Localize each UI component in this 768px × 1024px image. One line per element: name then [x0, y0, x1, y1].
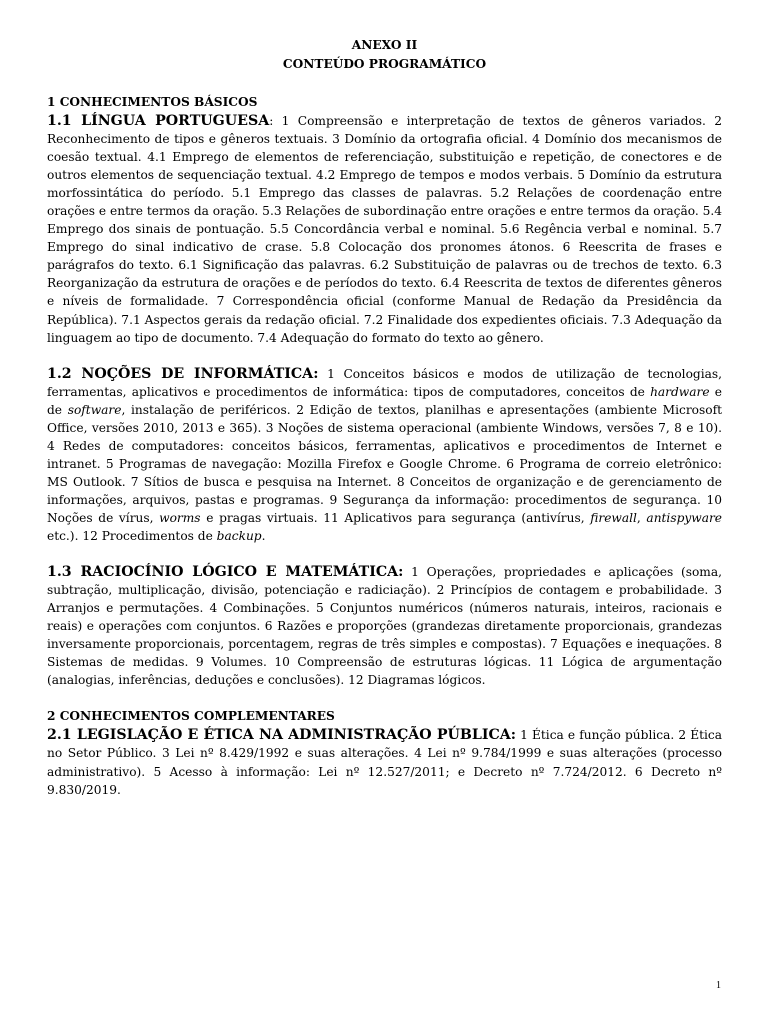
- section-1-1-text: : 1 Compreensão e interpretação de textos de gêneros variados. 2 Reconhecimento de tipos e gêneros textuais. 3 Domínio da ortografia oficial. 4 Domínio dos mecanismos de coesão textual. 4.1 Emprego de elementos de referenciação, substituição e repetição, de conectores e de outros elementos de sequenciação textual. 4.2 Emprego de tempos e modos verbais. 5 Domínio da estrutura morfossintática do período. 5.1 Emprego das classes de palavras. 5.2 Relações de coordenação entre orações e entre termos da oração. 5.3 Relações de subordinação entre orações e entre termos da oração. 5.4 Emprego dos sinais de pontuação. 5.5 Concordância verbal e nominal. 5.6 Regência verbal e nominal. 5.7 Emprego do sinal indicativo de crase. 5.8 Colocação dos pronomes átonos. 6 Reescrita de frases e parágrafos do texto. 6.1 Significação das palavras. 6.2 Substituição de palavras ou de trechos de texto. 6.3 Reorganização da estrutura de orações e de períodos do texto. 6.4 Reescrita de textos de diferentes gêneros e níveis de formalidade. 7 Correspondência oficial (conforme Manual de Redação da Presidência da República). 7.1 Aspectos gerais da redação oficial. 7.2 Finalidade dos expedientes oficiais. 7.3 Adequação da linguagem ao tipo de documento. 7.4 Adequação do formato do texto ao gênero.: [47, 114, 723, 345]
- section-1-2-text-part: .: [261, 529, 266, 544]
- section-1-2-italic-term: hardware: [650, 384, 710, 399]
- section-1-2-italic-term: software: [67, 402, 122, 417]
- section-2-1-paragraph: [47, 726, 722, 798]
- section-1-heading: 1 CONHECIMENTOS BÁSICOS: [47, 95, 258, 109]
- section-1-3-text: 1 Operações, propriedades e aplicações (soma, subtração, multiplicação, divisão, potenciação e radiciação). 2 Princípios de contagem e probabilidade. 3 Arranjos e permutações. 4 Combinações. 5 Conjuntos numéricos (números naturais, inteiros, racionais e reais) e operações com conjuntos. 6 Razões e proporções (grandezas diretamente proporcionais, grandezas inversamente proporcionais, porcentagem, regras de três simples e compostas). 7 Equações e inequações. 8 Sistemas de medidas. 9 Volumes. 10 Compreensão de estruturas lógicas. 11 Lógica de argumentação (analogias, inferências, deduções e conclusões). 12 Diagramas lógicos.: [47, 565, 722, 688]
- section-1-2-text-part: ,: [636, 510, 647, 525]
- section-2-1-title: 2.1 LEGISLAÇÃO E ÉTICA NA ADMINISTRAÇÃO PÚBLICA:: [47, 727, 517, 744]
- content-title: CONTEÚDO PROGRAMÁTICO: [282, 57, 487, 71]
- document-header: [47, 36, 722, 74]
- section-1-2-text-part: etc.). 12 Procedimentos de: [47, 529, 217, 544]
- section-1-2-text-part: e pragas virtuais. 11 Aplicativos para segurança (antivírus,: [200, 510, 591, 525]
- section-1-2-italic-term: worms: [159, 510, 201, 525]
- section-1-2-italic-term: antispyware: [646, 510, 723, 525]
- section-1-1-title: 1.1 LÍNGUA PORTUGUESA: [47, 113, 270, 129]
- section-2-1-text: 1 Ética e função pública. 2 Ética no Setor Público. 3 Lei nº 8.429/1992 e suas alterações. 4 Lei nº 9.784/1999 e suas alterações (processo administrativo). 5 Acesso à informação: Lei nº 12.527/2011; e Decreto nº 7.724/2012. 6 Decreto nº 9.830/2019.: [47, 728, 722, 797]
- annex-title: ANEXO II: [351, 38, 418, 52]
- document-page: [47, 36, 722, 799]
- section-1-2-paragraph: [47, 365, 722, 545]
- section-1-2-italic-term: firewall: [590, 510, 637, 525]
- section-2-heading: 2 CONHECIMENTOS COMPLEMENTARES: [47, 709, 335, 724]
- page-number: 1: [716, 980, 721, 991]
- section-1-1-paragraph: [47, 112, 722, 347]
- section-1-2-text-part: , instalação de periféricos. 2 Edição de textos, planilhas e apresentações (ambiente Microsoft Office, versões 2010, 2013 e 365). 3 Noções de sistema operacional (ambiente Windows, versões 7, 8 e 10). 4 Redes de computadores: conceitos básicos, ferramentas, aplicativos e procedimentos de Internet e intranet. 5 Programas de navegação: Mozilla Firefox e Google Chrome. 6 Programa de correio eletrônico: MS Outlook. 7 Sítios de busca e pesquisa na Internet. 8 Conceitos de organização e de gerenciamento de informações, arquivos, pastas e programas. 9 Segurança da informação: procedimentos de segurança. 10 Noções de vírus,: [47, 402, 722, 525]
- section-1-2-text-part: 1 Conceitos básicos e modos de utilização de tecnologias, ferramentas, aplicativos e procedimentos de informática: tipos de computadores, conceitos de: [47, 366, 723, 399]
- section-1-3-paragraph: [47, 563, 722, 689]
- section-1-2-italic-term: backup: [216, 529, 262, 544]
- section-1-2-text-part: e de: [47, 384, 722, 417]
- section-1-2-title: 1.2 NOÇÕES DE INFORMÁTICA:: [47, 365, 319, 382]
- section-1-3-title: 1.3 RACIOCÍNIO LÓGICO E MATEMÁTICA:: [47, 564, 404, 581]
